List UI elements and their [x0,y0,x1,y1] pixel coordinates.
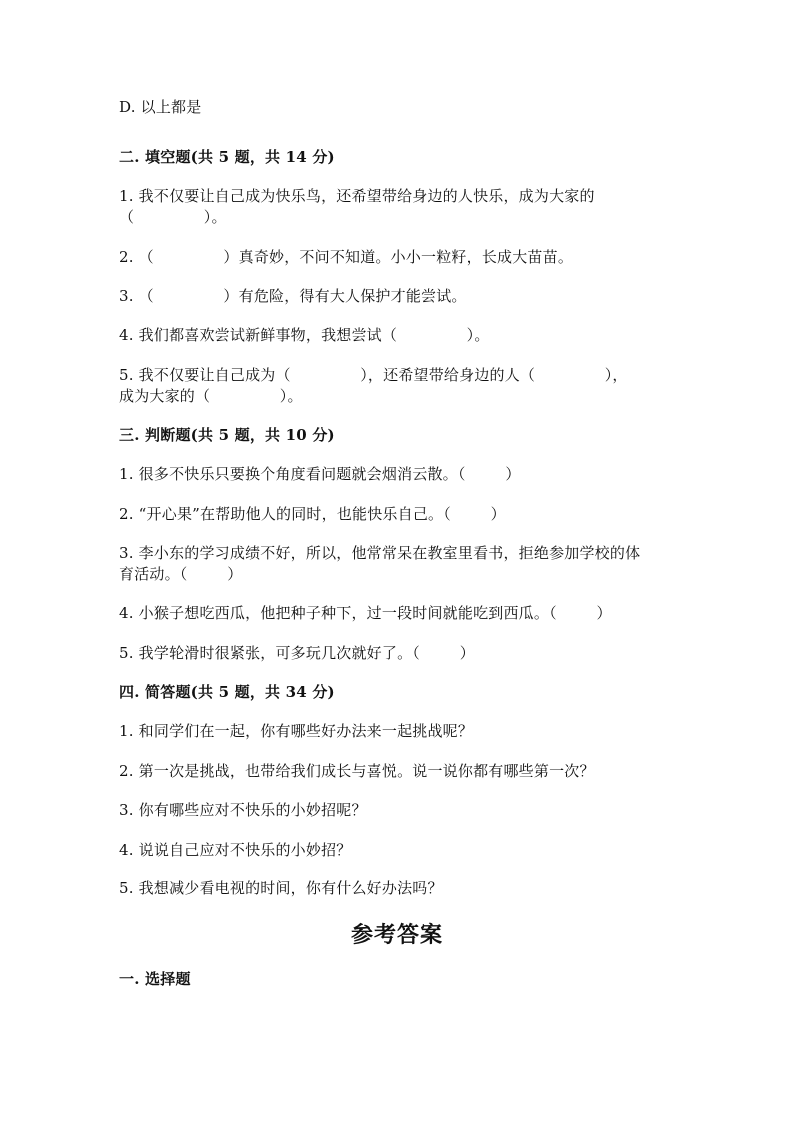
short-answer-question-2: 2. 第一次是挑战，也带给我们成长与喜悦。说一说你都有哪些第一次？ [119,762,595,780]
fill-blank-question-1-line-2: （ ）。 [119,208,227,226]
short-answer-question-1: 1. 和同学们在一起，你有哪些好办法来一起挑战呢？ [119,722,474,740]
fill-blank-question-1-line-1: 1. 我不仅要让自己成为快乐鸟，还希望带给身边的人快乐，成为大家的 [119,187,595,205]
section-fill-blank-heading: 二. 填空题(共 5 题，共 14 分) [119,148,335,166]
section-judgement-heading: 三. 判断题(共 5 题，共 10 分) [119,426,335,444]
fill-blank-question-4: 4. 我们都喜欢尝试新鲜事物，我想尝试（ ）。 [119,326,490,344]
judgement-question-3-line-1: 3. 李小东的学习成绩不好，所以，他常常呆在教室里看书，拒绝参加学校的体 [119,544,641,562]
fill-blank-question-2: 2. （ ）真奇妙，不问不知道。小小一粒籽，长成大苗苗。 [119,248,574,266]
fill-blank-question-5-line-1: 5. 我不仅要让自己成为（ ），还希望带给身边的人（ ）， [119,366,628,384]
short-answer-question-4: 4. 说说自己应对不快乐的小妙招？ [119,841,352,859]
answer-key-title: 参考答案 [350,922,443,948]
choice-option-d: D. 以上都是 [119,98,202,116]
section-short-answer-heading: 四. 简答题(共 5 题，共 34 分) [119,683,335,701]
answer-section-choice-heading: 一. 选择题 [119,970,191,988]
judgement-question-3-line-2: 育活动。（ ） [119,565,243,583]
short-answer-question-3: 3. 你有哪些应对不快乐的小妙招呢？ [119,801,367,819]
short-answer-question-5: 5. 我想减少看电视的时间，你有什么好办法吗？ [119,879,443,897]
fill-blank-question-3: 3. （ ）有危险，得有大人保护才能尝试。 [119,287,467,305]
judgement-question-2: 2. “开心果”在帮助他人的同时，也能快乐自己。（ ） [119,505,506,523]
judgement-question-5: 5. 我学轮滑时很紧张，可多玩几次就好了。（ ） [119,644,475,662]
judgement-question-1: 1. 很多不快乐只要换个角度看问题就会烟消云散。（ ） [119,465,521,483]
judgement-question-4: 4. 小猴子想吃西瓜，他把种子种下，过一段时间就能吃到西瓜。（ ） [119,604,612,622]
fill-blank-question-5-line-2: 成为大家的（ ）。 [119,387,303,405]
